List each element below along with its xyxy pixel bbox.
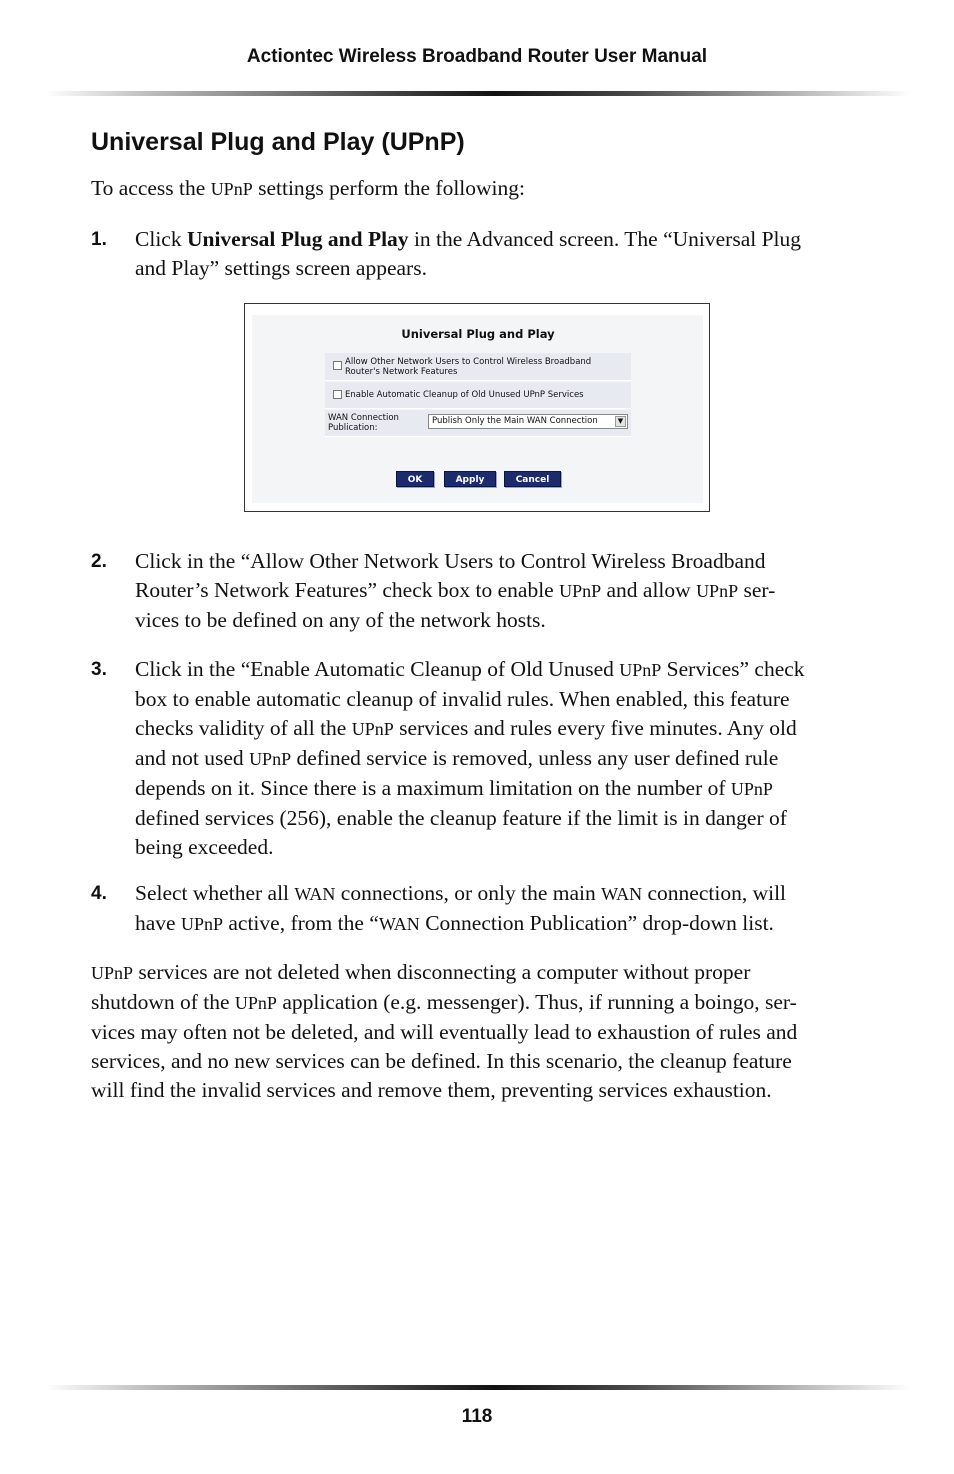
header-rule [45,91,911,96]
step-text: Click in the “Allow Other Network Users to Control Wireless Broadband Router’s Network Features” check box to enable UPnP and allow UPnP ser- vices to be defined on any of the network hosts. [135,549,776,632]
allow-control-row [325,353,631,381]
wan-publication-select[interactable] [428,414,628,429]
step-number: 4. [91,883,107,904]
wan-publication-label: WAN Connection Publication: [328,413,399,433]
allow-control-label: Allow Other Network Users to Control Wireless Broadband Router's Network Features [345,357,592,377]
step-number: 1. [91,229,107,250]
allow-control-checkbox[interactable] [333,361,342,370]
step-text: Click Universal Plug and Play in the Advanced screen. The “Universal Plug and Play” settings screen appears. [135,227,802,280]
ok-button[interactable]: OK [396,471,434,487]
section-heading: Universal Plug and Play (UPnP) [91,128,465,156]
step-text: Select whether all WAN connections, or only the main WAN connection, will have UPnP active, from the “WAN Connection Publication” drop-down list. [135,881,787,935]
cancel-button[interactable]: Cancel [504,471,561,487]
closing-paragraph: UPnP services are not deleted when disconnecting a computer without proper shutdown of the UPnP application (e.g. messenger). Thus, if running a boingo, ser- vices may often not be deleted, and will eventually lead to exhaustion of rules and services, and no new services can be defined. In this scenario, the cleanup feature will find the invalid services and remove them, preventing services exhaustion. [91,960,798,1102]
cleanup-checkbox[interactable] [333,390,342,399]
wan-publication-value: Publish Only the Main WAN Connection [432,416,598,426]
step-number: 2. [91,551,107,572]
cleanup-row [325,382,631,409]
footer-rule [45,1385,911,1390]
dropdown-arrow-icon[interactable]: ▼ [615,416,626,427]
page-number: 118 [461,1406,493,1427]
step-number: 3. [91,659,107,680]
apply-button[interactable]: Apply [444,471,496,487]
upnp-settings-screenshot [244,303,710,512]
settings-title: Universal Plug and Play [401,327,555,341]
running-header: Actiontec Wireless Broadband Router User Manual [246,46,708,67]
step-text: Click in the “Enable Automatic Cleanup of Old Unused UPnP Services” check box to enable automatic cleanup of invalid rules. When enabled, this feature checks validity of all the UPnP services and rules every five minutes. Any old and not used UPnP defined service is removed, unless any user defined rule depends on it. Since there is a maximum limitation on the number of UPnP defined services (256), enable the cleanup feature if the limit is in danger of being exceeded. [135,657,805,859]
intro-paragraph: To access the UPnP settings perform the following: [91,176,526,200]
wan-publication-row [325,410,631,437]
cleanup-label: Enable Automatic Cleanup of Old Unused UPnP Services [345,390,584,400]
